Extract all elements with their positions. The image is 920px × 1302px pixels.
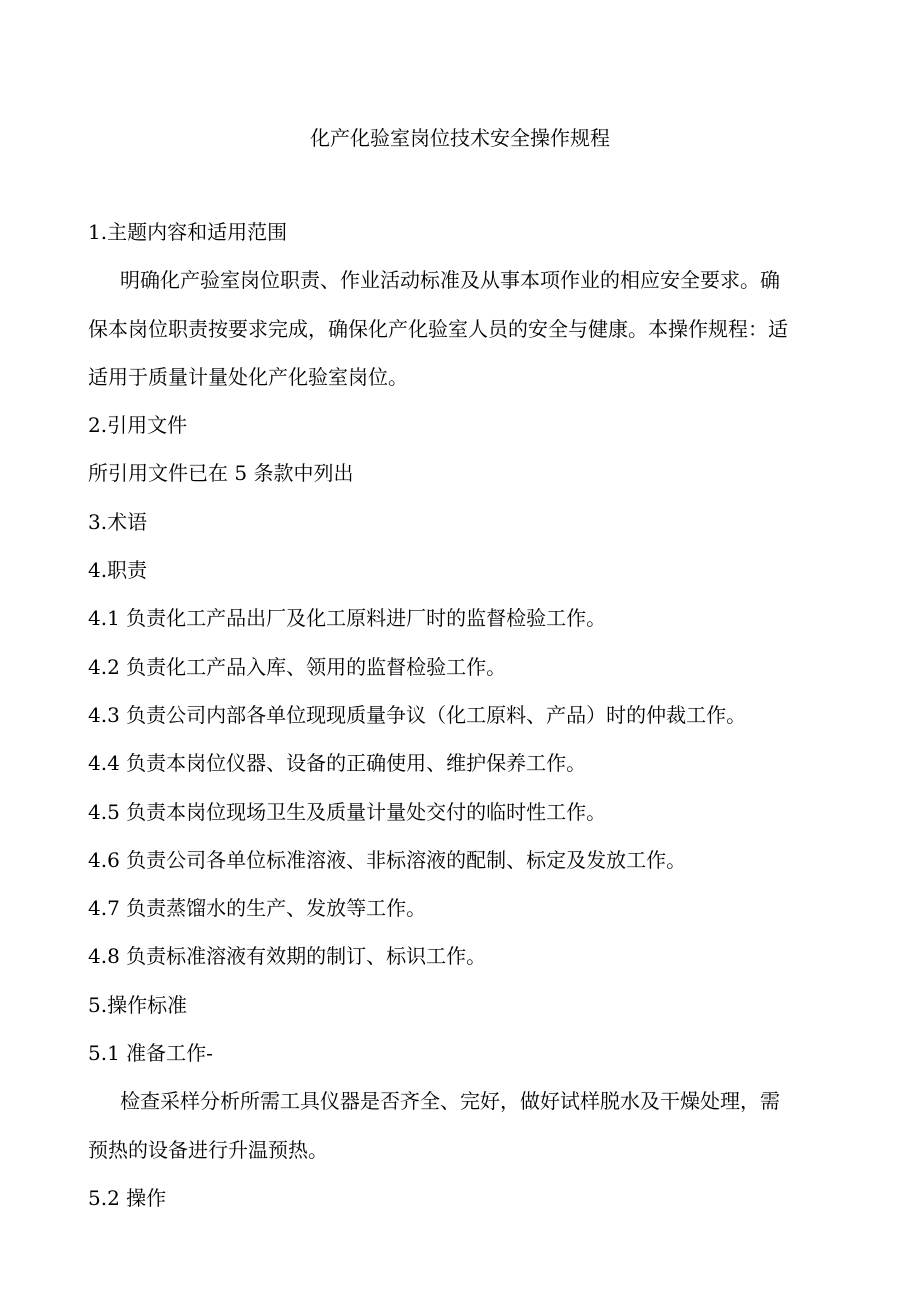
text-line: 4.职责 [88, 558, 148, 583]
document-title: 化产化验室岗位技术安全操作规程 [310, 126, 610, 150]
text-line: 保本岗位职责按要求完成，确保化产化验室人员的安全与健康。本操作规程：适 [88, 316, 788, 341]
text-line: 3.术语 [88, 509, 148, 534]
text-line: 适用于质量计量处化产化验室岗位。 [88, 364, 408, 389]
text-line: 所引用文件已在 5 条款中列出 [88, 461, 354, 486]
text-line: 5.2 操作 [88, 1185, 167, 1210]
text-line: 5.操作标准 [88, 992, 188, 1017]
text-line: 4.6 负责公司各单位标准溶液、非标溶液的配制、标定及发放工作。 [88, 847, 687, 872]
text-line: 4.5 负责本岗位现场卫生及质量计量处交付的临时性工作。 [88, 799, 607, 824]
text-line: 4.4 负责本岗位仪器、设备的正确使用、维护保养工作。 [88, 751, 587, 776]
document-body [88, 218, 848, 1232]
text-line: 1.主题内容和适用范围 [88, 220, 288, 244]
text-line: 检查采样分析所需工具仪器是否齐全、完好，做好试样脱水及干燥处理，需 [120, 1089, 780, 1114]
text-line: 4.8 负责标准溶液有效期的制订、标识工作。 [88, 944, 487, 969]
text-line: 4.7 负责蒸馏水的生产、发放等工作。 [88, 896, 427, 921]
text-line: 预热的设备进行升温预热。 [88, 1137, 328, 1162]
text-line: 4.3 负责公司内部各单位现现质量争议（化工原料、产品）时的仲裁工作。 [88, 702, 747, 727]
text-line: 2.引用文件 [88, 413, 188, 438]
text-line: 4.2 负责化工产品入库、领用的监督检验工作。 [88, 654, 507, 679]
text-line: 4.1 负责化工产品出厂及化工原料进厂时的监督检验工作。 [88, 606, 607, 631]
text-line: 5.1 准备工作- [88, 1041, 213, 1066]
text-line: 明确化产验室岗位职责、作业活动标准及从事本项作业的相应安全要求。确 [120, 268, 780, 293]
